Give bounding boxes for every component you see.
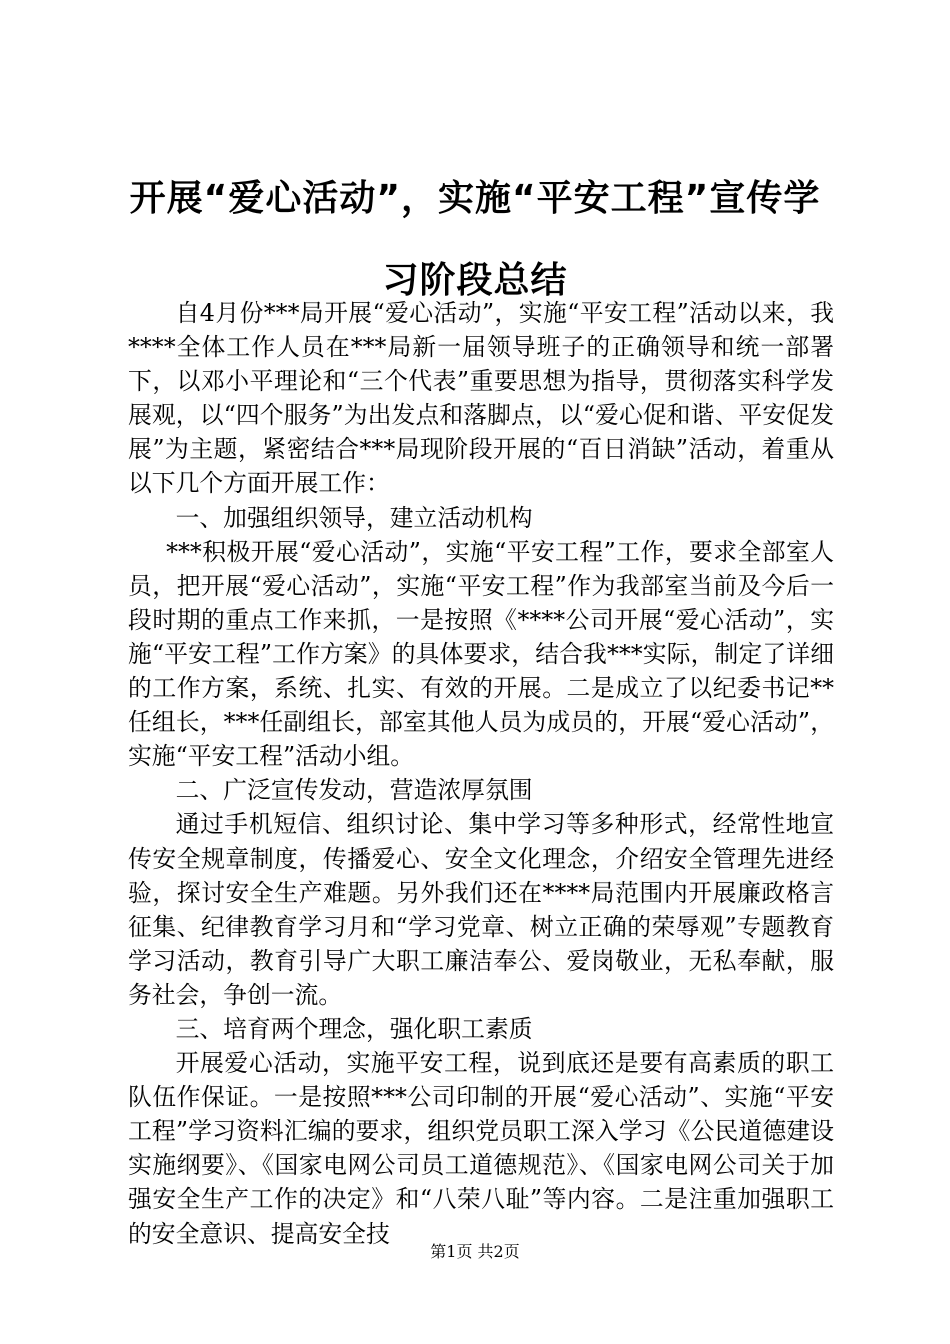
intro-paragraph: 自4月份***局开展“爱心活动”，实施“平安工程”活动以来，我****全体工作人员在***局新一届领导班子的正确领导和统一部署下，以邓小平理论和“三个代表”重要思想为指导，贯彻落实科学发展观，以“四个服务”为出发点和落脚点，以“爱心促和谐、平安促发展”为主题，紧密结合***局现阶段开展的“百日消缺”活动，着重从以下几个方面开展工作： — [128, 299, 834, 498]
section-heading-1: 一、加强组织领导，建立活动机构 — [175, 503, 533, 532]
section-heading-3: 三、培育两个理念，强化职工素质 — [175, 1014, 533, 1043]
section-heading-2: 二、广泛宣传发动，营造浓厚氛围 — [175, 776, 533, 805]
section-2-paragraph: 通过手机短信、组织讨论、集中学习等多种形式，经常性地宣传安全规章制度，传播爱心、安全文化理念，介绍安全管理先进经验，探讨安全生产难题。另外我们还在****局范围内开展廉政格言征集、纪律教育学习月和“学习党章、树立正确的荣辱观”专题教育学习活动，教育引导广大职工廉洁奉公、爱岗敬业，无私奉献，服务社会，争创一流。 — [128, 810, 834, 1009]
page-number-footer: 第1页 共2页 — [430, 1242, 520, 1261]
document-body — [128, 296, 834, 1251]
section-1-paragraph: ***积极开展“爱心活动”，实施“平安工程”工作，要求全部室人员，把开展“爱心活动”，实施“平安工程”作为我部室当前及今后一段时期的重点工作来抓，一是按照《****公司开展“爱心活动”，实施“平安工程”工作方案》的具体要求，结合我***实际，制定了详细的工作方案，系统、扎实、有效的开展。二是成立了以纪委书记**任组长，***任副组长，部室其他人员为成员的，开展“爱心活动”，实施“平安工程”活动小组。 — [128, 537, 834, 771]
section-3-paragraph: 开展爱心活动，实施平安工程，说到底还是要有高素质的职工队伍作保证。一是按照***公司印制的开展“爱心活动”、实施“平安工程”学习资料汇编的要求，组织党员职工深入学习《公民道德建设实施纲要》、《国家电网公司员工道德规范》、《国家电网公司关于加强安全生产工作的决定》和“八荣八耻”等内容。二是注重加强职工的安全意识、提高安全技 — [128, 1049, 834, 1248]
document-title: 开展“爱心活动”，实施“平安工程”宣传学习阶段总结 — [129, 178, 821, 301]
